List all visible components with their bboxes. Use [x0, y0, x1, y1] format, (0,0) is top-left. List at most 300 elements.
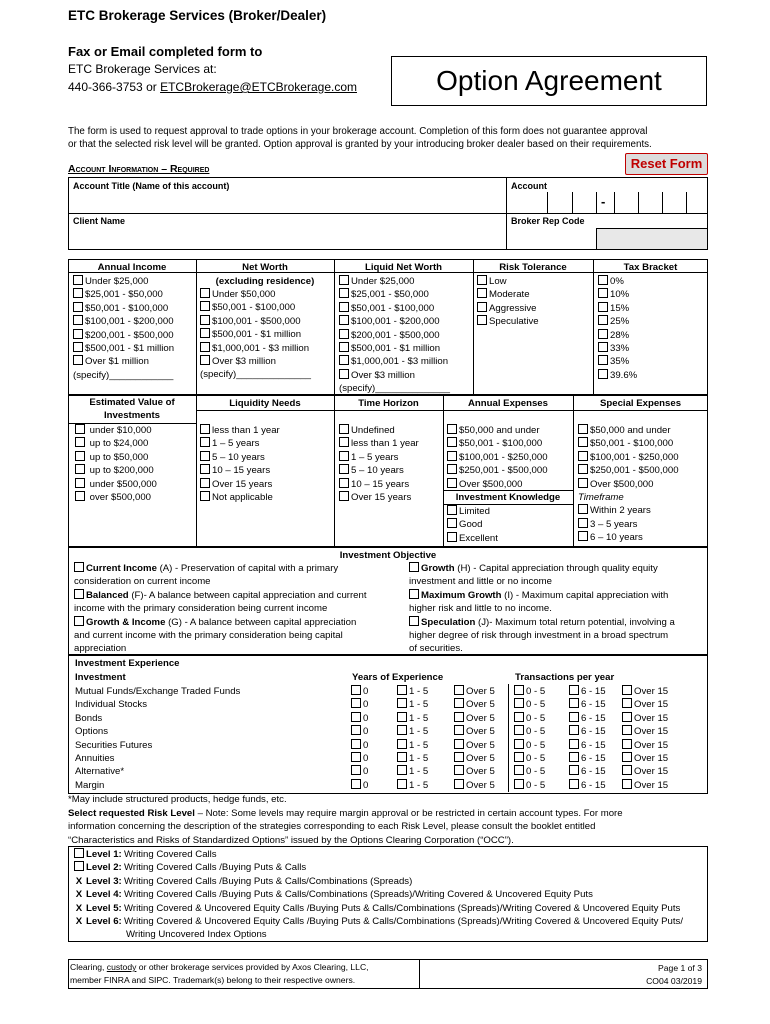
checkbox-option[interactable]: Good	[447, 518, 498, 531]
checkbox[interactable]	[578, 424, 588, 434]
experience-row	[514, 685, 668, 698]
annual-expenses-options	[447, 424, 548, 491]
checkbox-option[interactable]: $100,001 - $250,000	[578, 451, 679, 464]
specify-field[interactable]: (specify)____________	[73, 369, 174, 381]
risk-tolerance-header: Risk Tolerance	[499, 262, 567, 273]
checkbox[interactable]	[514, 752, 524, 762]
checkbox[interactable]	[477, 275, 487, 285]
objective-max-growth[interactable]: Maximum Growth (I) - Maximum capital appreciation with	[409, 589, 675, 602]
transaction-option[interactable]: 0 - 5	[514, 685, 569, 698]
checkbox-option[interactable]: under $10,000	[75, 424, 157, 437]
footer-line: Clearing, custody or other brokerage services provided by Axos Clearing, LLC,	[70, 962, 369, 972]
checkbox[interactable]	[514, 765, 524, 775]
account-number-input[interactable]	[510, 192, 706, 212]
risk-level-2[interactable]: Level 2: Writing Covered Calls /Buying Puts & Calls	[74, 861, 683, 874]
objective-speculation[interactable]: Speculation (J)- Maximum total return potential, involving a	[409, 616, 675, 629]
checkbox[interactable]	[73, 315, 83, 325]
year-option[interactable]: 0	[351, 739, 397, 752]
checkbox-option[interactable]: Under $25,000	[73, 275, 174, 288]
experience-row	[351, 765, 495, 778]
checkbox[interactable]	[339, 369, 349, 379]
checkbox-option[interactable]: $100,001 - $500,000	[200, 315, 311, 328]
specify-field[interactable]: (specify)______________	[200, 369, 311, 381]
page-number: Page 1 of 3	[658, 963, 702, 973]
checkbox[interactable]	[622, 712, 632, 722]
experience-row	[514, 698, 668, 711]
custody-link[interactable]: custody	[106, 962, 137, 972]
checkbox-option[interactable]: Over 15 years	[200, 478, 280, 491]
checkbox[interactable]	[200, 355, 210, 365]
divider	[508, 684, 509, 792]
transaction-option[interactable]: 0 - 5	[514, 752, 569, 765]
x-mark-icon[interactable]: X	[75, 902, 83, 914]
checkbox[interactable]	[200, 301, 210, 311]
checkbox[interactable]	[578, 518, 588, 528]
checkbox-option[interactable]: less than 1 year	[339, 437, 419, 450]
checkbox[interactable]	[454, 685, 464, 695]
checkbox[interactable]	[351, 712, 361, 722]
risk-note-line: information concerning the description of the strategies corresponding to each Risk Level, please consult the booklet entitled	[68, 821, 596, 833]
reset-form-button[interactable]: Reset Form	[625, 153, 708, 175]
year-option[interactable]: Over 5	[454, 780, 495, 791]
transaction-option[interactable]: 6 - 15	[569, 685, 622, 698]
checkbox[interactable]	[339, 342, 349, 352]
checkbox[interactable]	[75, 437, 85, 447]
year-option[interactable]: 0	[351, 779, 397, 792]
checkbox[interactable]	[454, 712, 464, 722]
checkbox[interactable]	[454, 739, 464, 749]
checkbox[interactable]	[397, 739, 407, 749]
checkbox-option[interactable]: $50,001 - $100,000	[200, 301, 311, 314]
checkbox[interactable]	[578, 451, 588, 461]
checkbox-option[interactable]: 35%	[598, 355, 637, 368]
checkbox[interactable]	[200, 491, 210, 501]
checkbox[interactable]	[569, 725, 579, 735]
checkbox-option[interactable]: Over $1 million	[73, 355, 174, 368]
footer-line: member FINRA and SIPC. Trademark(s) belong to their respective owners.	[70, 975, 356, 986]
year-option[interactable]: 1 - 5	[397, 779, 454, 792]
account-title-input[interactable]	[73, 192, 503, 211]
checkbox[interactable]	[73, 342, 83, 352]
checkbox[interactable]	[397, 712, 407, 722]
checkbox-option[interactable]: 10%	[598, 288, 637, 301]
checkbox[interactable]	[447, 505, 457, 515]
checkbox[interactable]	[200, 424, 210, 434]
transaction-option[interactable]: 0 - 5	[514, 779, 569, 792]
checkbox[interactable]	[569, 752, 579, 762]
divider	[196, 395, 197, 547]
year-option[interactable]: 1 - 5	[397, 685, 454, 698]
checkbox[interactable]	[339, 464, 349, 474]
objective-balanced[interactable]: Balanced (F)- A balance between capital appreciation and current	[74, 589, 367, 602]
checkbox[interactable]	[447, 464, 457, 474]
checkbox-option[interactable]: 5 – 10 years	[200, 451, 280, 464]
checkbox[interactable]	[409, 562, 419, 572]
experience-row-label: Alternative*	[75, 766, 125, 778]
transaction-option[interactable]: Over 15	[622, 740, 668, 751]
checkbox-option[interactable]: $200,001 - $500,000	[73, 329, 174, 342]
checkbox-option[interactable]: $100,001 - $200,000	[339, 315, 450, 328]
checkbox-option[interactable]: $50,000 and under	[578, 424, 679, 437]
fax-contact	[68, 81, 357, 94]
year-option[interactable]: Over 5	[454, 766, 495, 777]
transaction-option[interactable]: 6 - 15	[569, 765, 622, 778]
year-option[interactable]: 1 - 5	[397, 752, 454, 765]
checkbox-option[interactable]: 33%	[598, 342, 637, 355]
checkbox[interactable]	[569, 698, 579, 708]
checkbox[interactable]	[74, 589, 84, 599]
transaction-option[interactable]: Over 15	[622, 699, 668, 710]
year-option[interactable]: 0	[351, 765, 397, 778]
checkbox[interactable]	[74, 616, 84, 626]
checkbox[interactable]	[622, 739, 632, 749]
checkbox[interactable]	[578, 478, 588, 488]
checkbox-option[interactable]: $1,000,001 - $3 million	[200, 342, 311, 355]
transaction-option[interactable]: 0 - 5	[514, 739, 569, 752]
checkbox[interactable]	[598, 329, 608, 339]
checkbox[interactable]	[447, 532, 457, 542]
checkbox-option[interactable]: $25,001 - $50,000	[73, 288, 174, 301]
transaction-option[interactable]: Over 15	[622, 713, 668, 724]
experience-row	[514, 712, 668, 725]
checkbox-option[interactable]: Over $3 million	[200, 355, 311, 368]
year-option[interactable]: Over 5	[454, 726, 495, 737]
year-option[interactable]: 0	[351, 698, 397, 711]
checkbox-option[interactable]: 39.6%	[598, 369, 637, 382]
checkbox-option[interactable]: Under $50,000	[200, 288, 311, 301]
checkbox[interactable]	[200, 437, 210, 447]
checkbox-option[interactable]: 10 – 15 years	[339, 478, 419, 491]
checkbox[interactable]	[409, 589, 419, 599]
year-option[interactable]: 1 - 5	[397, 725, 454, 738]
experience-col-investment: Investment	[75, 672, 126, 683]
checkbox[interactable]	[397, 765, 407, 775]
checkbox[interactable]	[73, 288, 83, 298]
checkbox[interactable]	[397, 725, 407, 735]
checkbox[interactable]	[351, 752, 361, 762]
checkbox[interactable]	[339, 437, 349, 447]
transaction-option[interactable]: Over 15	[622, 686, 668, 697]
year-option[interactable]: 1 - 5	[397, 739, 454, 752]
risk-level-4[interactable]: X Level 4: Writing Covered Calls /Buying Puts & Calls/Combinations (Spreads)/Writing Covered & Uncovered Equity Puts	[75, 889, 593, 901]
checkbox[interactable]	[73, 275, 83, 285]
risk-level-3[interactable]: X Level 3: Writing Covered Calls /Buying Puts & Calls/Combinations (Spreads)	[75, 875, 413, 887]
checkbox[interactable]	[351, 725, 361, 735]
checkbox[interactable]	[454, 752, 464, 762]
checkbox[interactable]	[74, 861, 84, 871]
checkbox[interactable]	[339, 424, 349, 434]
transaction-option[interactable]: 6 - 15	[569, 698, 622, 711]
checkbox[interactable]	[622, 725, 632, 735]
specify-field[interactable]: (specify)______________	[339, 383, 450, 395]
checkbox[interactable]	[569, 712, 579, 722]
checkbox[interactable]	[75, 424, 85, 434]
checkbox[interactable]	[200, 451, 210, 461]
checkbox[interactable]	[578, 437, 588, 447]
checkbox-option[interactable]: Aggressive	[477, 302, 539, 315]
checkbox[interactable]	[598, 315, 608, 325]
checkbox-option[interactable]: 3 – 5 years	[578, 518, 679, 531]
checkbox-option[interactable]: Limited	[447, 505, 498, 518]
x-mark-icon[interactable]: X	[75, 915, 83, 927]
checkbox[interactable]	[73, 355, 83, 365]
checkbox-option[interactable]: 25%	[598, 315, 637, 328]
checkbox[interactable]	[598, 355, 608, 365]
checkbox[interactable]	[622, 698, 632, 708]
checkbox[interactable]	[75, 451, 85, 461]
checkbox[interactable]	[339, 275, 349, 285]
checkbox[interactable]	[74, 848, 84, 858]
transaction-option[interactable]: Over 15	[622, 780, 668, 791]
checkbox-option[interactable]: up to $200,000	[75, 464, 157, 477]
checkbox[interactable]	[569, 685, 579, 695]
objective-current-income[interactable]: Current Income (A) - Preservation of capital with a primary	[74, 562, 367, 575]
experience-row	[351, 752, 495, 765]
year-option[interactable]: Over 5	[454, 753, 495, 764]
checkbox[interactable]	[477, 302, 487, 312]
checkbox[interactable]	[569, 739, 579, 749]
checkbox[interactable]	[514, 779, 524, 789]
objective-header: Investment Objective	[339, 550, 437, 561]
checkbox[interactable]	[351, 765, 361, 775]
risk-level-6[interactable]: X Level 6: Writing Covered & Uncovered Equity Calls /Buying Puts & Calls/Combinations (Spreads)/Writing Covered & Uncovered Equity Puts/	[75, 915, 683, 927]
year-option[interactable]: 0	[351, 752, 397, 765]
transaction-option[interactable]: 0 - 5	[514, 725, 569, 738]
experience-row-label: Securities Futures	[75, 739, 153, 751]
checkbox-option[interactable]: Over 15 years	[339, 491, 419, 504]
transaction-option[interactable]: 6 - 15	[569, 712, 622, 725]
checkbox-option[interactable]: 1 – 5 years	[339, 451, 419, 464]
checkbox[interactable]	[73, 329, 83, 339]
checkbox-option[interactable]: less than 1 year	[200, 424, 280, 437]
transactions-column	[514, 685, 668, 792]
checkbox-option[interactable]: 10 – 15 years	[200, 464, 280, 477]
transaction-option[interactable]: 6 - 15	[569, 752, 622, 765]
checkbox-option[interactable]: Under $25,000	[339, 275, 450, 288]
fax-line: ETC Brokerage Services at:	[68, 62, 217, 76]
estimated-value-header: Estimated Value of Investments	[89, 397, 175, 421]
checkbox[interactable]	[339, 288, 349, 298]
checkbox-option[interactable]: under $500,000	[75, 478, 157, 491]
checkbox-option[interactable]: 5 – 10 years	[339, 464, 419, 477]
checkbox-option[interactable]: $500,001 - $1 million	[339, 342, 450, 355]
checkbox[interactable]	[514, 739, 524, 749]
checkbox-option[interactable]: Within 2 years	[578, 504, 679, 517]
checkbox[interactable]	[339, 478, 349, 488]
checkbox[interactable]	[397, 779, 407, 789]
checkbox[interactable]	[447, 451, 457, 461]
checkbox[interactable]	[339, 302, 349, 312]
checkbox-option[interactable]: $50,001 - $100,000	[578, 437, 679, 450]
risk-heading: Select requested Risk Level	[68, 808, 195, 819]
checkbox-option[interactable]: Not applicable	[200, 491, 280, 504]
checkbox[interactable]	[514, 712, 524, 722]
checkbox[interactable]	[477, 288, 487, 298]
checkbox-option[interactable]: 0%	[598, 275, 637, 288]
year-option[interactable]: Over 5	[454, 740, 495, 751]
checkbox-option[interactable]: $250,001 - $500,000	[578, 464, 679, 477]
divider	[68, 213, 708, 214]
checkbox-option[interactable]: over $500,000	[75, 491, 157, 504]
transaction-option[interactable]: Over 15	[622, 766, 668, 777]
checkbox[interactable]	[200, 315, 210, 325]
time-horizon-options	[339, 424, 419, 504]
checkbox-option[interactable]: $250,001 - $500,000	[447, 464, 548, 477]
transaction-option[interactable]: 6 - 15	[569, 739, 622, 752]
checkbox-option[interactable]: $25,001 - $50,000	[339, 288, 450, 301]
experience-col-years: Years of Experience	[352, 672, 444, 683]
checkbox[interactable]	[454, 779, 464, 789]
checkbox[interactable]	[351, 779, 361, 789]
experience-row-label: Margin	[75, 779, 105, 791]
checkbox[interactable]	[598, 275, 608, 285]
checkbox[interactable]	[454, 698, 464, 708]
checkbox[interactable]	[200, 464, 210, 474]
objective-text: appreciation	[74, 643, 127, 655]
checkbox[interactable]	[200, 328, 210, 338]
checkbox[interactable]	[447, 424, 457, 434]
broker-rep-input[interactable]	[596, 228, 707, 249]
checkbox[interactable]	[622, 779, 632, 789]
checkbox[interactable]	[351, 739, 361, 749]
checkbox-option[interactable]: up to $50,000	[75, 451, 157, 464]
checkbox[interactable]	[598, 302, 608, 312]
year-option[interactable]: Over 5	[454, 713, 495, 724]
checkbox[interactable]	[397, 685, 407, 695]
year-option[interactable]: 0	[351, 712, 397, 725]
transaction-option[interactable]: 0 - 5	[514, 765, 569, 778]
investment-knowledge-header: Investment Knowledge	[455, 492, 561, 503]
checkbox[interactable]	[598, 342, 608, 352]
checkbox[interactable]	[622, 752, 632, 762]
checkbox-option[interactable]: Excellent	[447, 532, 498, 545]
fax-phone: 440-366-3753 or	[68, 80, 161, 94]
checkbox-option[interactable]: Low	[477, 275, 539, 288]
checkbox[interactable]	[74, 562, 84, 572]
checkbox[interactable]	[200, 478, 210, 488]
checkbox-option[interactable]: Speculative	[477, 315, 539, 328]
checkbox[interactable]	[447, 478, 457, 488]
year-option[interactable]: 1 - 5	[397, 712, 454, 725]
x-mark-icon[interactable]: X	[75, 889, 83, 901]
checkbox[interactable]	[409, 616, 419, 626]
intro-line: The form is used to request approval to trade options in your brokerage account. Completion of this form does not guarantee approval	[68, 126, 648, 137]
risk-level-1[interactable]: Level 1: Writing Covered Calls	[74, 848, 683, 861]
checkbox[interactable]	[351, 698, 361, 708]
checkbox[interactable]	[75, 464, 85, 474]
checkbox[interactable]	[578, 464, 588, 474]
objective-growth[interactable]: Growth (H) - Capital appreciation through quality equity	[409, 562, 675, 575]
x-mark-icon[interactable]: X	[75, 875, 83, 887]
fax-email-link[interactable]: ETCBrokerage@ETCBrokerage.com	[160, 80, 357, 94]
checkbox-option[interactable]: Over $500,000	[578, 478, 679, 491]
checkbox[interactable]	[622, 765, 632, 775]
tax-bracket-header: Tax Bracket	[623, 262, 678, 273]
risk-level-6-continued: Writing Uncovered Index Options	[126, 929, 267, 941]
checkbox-option[interactable]: $1,000,001 - $3 million	[339, 355, 450, 368]
liquidity-needs-header: Liquidity Needs	[229, 398, 301, 409]
checkbox-option[interactable]: Moderate	[477, 288, 539, 301]
checkbox-option[interactable]: $200,001 - $500,000	[339, 329, 450, 342]
year-option[interactable]: Over 5	[454, 686, 495, 697]
checkbox[interactable]	[73, 302, 83, 312]
checkbox[interactable]	[200, 288, 210, 298]
checkbox-option[interactable]: $100,001 - $250,000	[447, 451, 548, 464]
checkbox-option[interactable]: $100,001 - $200,000	[73, 315, 174, 328]
checkbox[interactable]	[477, 315, 487, 325]
objective-growth-income[interactable]: Growth & Income (G) - A balance between capital appreciation	[74, 616, 367, 629]
checkbox-option[interactable]: $50,001 - $100,000	[447, 437, 548, 450]
transaction-option[interactable]: 0 - 5	[514, 698, 569, 711]
experience-rows	[75, 685, 240, 792]
checkbox[interactable]	[514, 685, 524, 695]
checkbox[interactable]	[397, 698, 407, 708]
checkbox-option[interactable]: $500,001 - $1 million	[200, 328, 311, 341]
risk-level-5[interactable]: X Level 5: Writing Covered & Uncovered Equity Calls /Buying Puts & Calls/Combinations (Spreads)/Writing Covered & Uncovered Equity Puts	[75, 902, 681, 914]
year-option[interactable]: 1 - 5	[397, 765, 454, 778]
transaction-option[interactable]: Over 15	[622, 753, 668, 764]
checkbox[interactable]	[447, 437, 457, 447]
year-option[interactable]: 0	[351, 685, 397, 698]
checkbox[interactable]	[578, 531, 588, 541]
checkbox[interactable]	[75, 478, 85, 488]
transaction-option[interactable]: 0 - 5	[514, 712, 569, 725]
checkbox[interactable]	[569, 765, 579, 775]
checkbox[interactable]	[447, 518, 457, 528]
checkbox-option[interactable]: Over $500,000	[447, 478, 548, 491]
checkbox[interactable]	[339, 315, 349, 325]
checkbox[interactable]	[351, 685, 361, 695]
divider	[596, 228, 708, 229]
checkbox[interactable]	[514, 698, 524, 708]
checkbox[interactable]	[339, 329, 349, 339]
checkbox-option[interactable]: $500,001 - $1 million	[73, 342, 174, 355]
checkbox-option[interactable]: $50,001 - $100,000	[73, 302, 174, 315]
divider	[334, 395, 335, 547]
checkbox-option[interactable]: $50,001 - $100,000	[339, 302, 450, 315]
client-name-input[interactable]	[73, 228, 503, 248]
transaction-option[interactable]: 6 - 15	[569, 725, 622, 738]
checkbox-option[interactable]: $50,000 and under	[447, 424, 548, 437]
checkbox[interactable]	[514, 725, 524, 735]
checkbox[interactable]	[454, 725, 464, 735]
checkbox[interactable]	[339, 491, 349, 501]
transaction-option[interactable]: Over 15	[622, 726, 668, 737]
checkbox-option[interactable]: 28%	[598, 329, 637, 342]
checkbox-option[interactable]: Undefined	[339, 424, 419, 437]
checkbox[interactable]	[200, 342, 210, 352]
checkbox[interactable]	[598, 369, 608, 379]
checkbox[interactable]	[622, 685, 632, 695]
checkbox[interactable]	[339, 451, 349, 461]
year-option[interactable]: 0	[351, 725, 397, 738]
checkbox[interactable]	[578, 504, 588, 514]
checkbox[interactable]	[454, 765, 464, 775]
checkbox[interactable]	[598, 288, 608, 298]
year-option[interactable]: 1 - 5	[397, 698, 454, 711]
checkbox[interactable]	[75, 491, 85, 501]
checkbox-option[interactable]: 1 – 5 years	[200, 437, 280, 450]
checkbox[interactable]	[397, 752, 407, 762]
checkbox-option[interactable]: 6 – 10 years	[578, 531, 679, 544]
checkbox-option[interactable]: 15%	[598, 302, 637, 315]
checkbox[interactable]	[339, 355, 349, 365]
checkbox[interactable]	[569, 779, 579, 789]
year-option[interactable]: Over 5	[454, 699, 495, 710]
transaction-option[interactable]: 6 - 15	[569, 779, 622, 792]
checkbox-option[interactable]: Over $3 million	[339, 369, 450, 382]
checkbox-option[interactable]: up to $24,000	[75, 437, 157, 450]
